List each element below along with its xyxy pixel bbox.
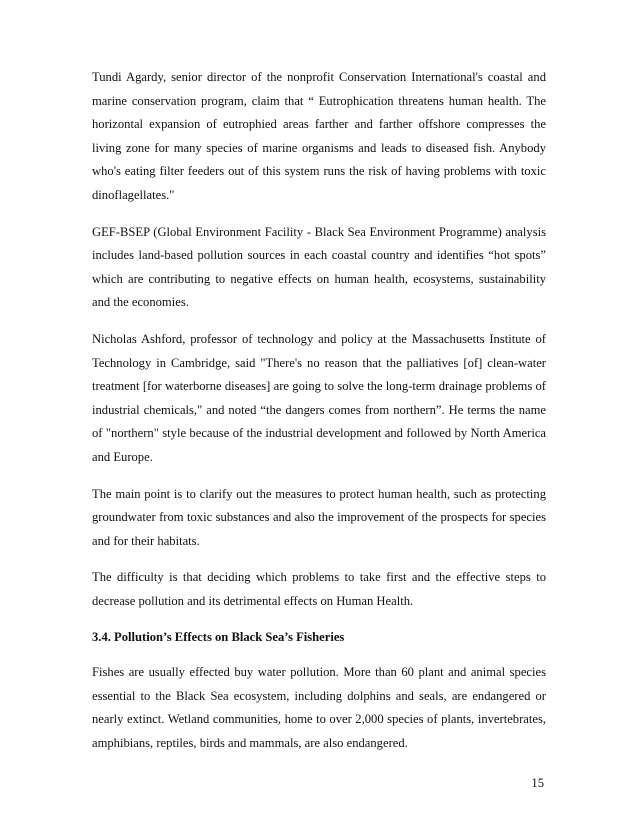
paragraph-ashford-quote: Nicholas Ashford, professor of technology and policy at the Massachusetts Institute of Technology in Cambridge, said "There's no reason that the palliatives [of] clean-water treatment [for waterborne diseases] are going to solve the long-term drainage problems of industrial chemicals," and noted “the dangers comes from northern”. He terms the name of "northern" style because of the industrial development and followed by North America and Europe. bbox=[92, 331, 546, 464]
section-heading: 3.4. Pollution’s Effects on Black Sea’s Fisheries bbox=[92, 630, 345, 645]
paragraph-agardy-quote: Tundi Agardy, senior director of the nonprofit Conservation International's coastal and marine conservation program, claim that “ Eutrophication threatens human health. The horizontal expansion of eutrophied areas farther and farther offshore compresses the living zone for many species of marine organisms and leads to diseased fish. Anybody who's eating filter feeders out of this system runs the risk of having problems with toxic dinoflagellates." bbox=[92, 70, 546, 202]
page-body bbox=[92, 66, 546, 768]
paragraph-fisheries: Fishes are usually effected buy water pollution. More than 60 plant and animal species essential to the Black Sea ecosystem, including dolphins and seals, are endangered or nearly extinct. Wetland communities, home to over 2,000 species of plants, invertebrates, amphibians, reptiles, birds and mammals, are also endangered. bbox=[92, 665, 546, 750]
paragraph-gef-bsep: GEF-BSEP (Global Environment Facility - Black Sea Environment Programme) analysis includes land-based pollution sources in each coastal country and identifies “hot spots” which are contributing to negative effects on human health, ecosystems, sustainability and the economies. bbox=[92, 224, 546, 310]
paragraph-main-point: The main point is to clarify out the measures to protect human health, such as protecting groundwater from toxic substances and also the improvement of the prospects for species and for their habitats. bbox=[92, 486, 546, 548]
paragraph-difficulty: The difficulty is that deciding which problems to take first and the effective steps to decrease pollution and its detrimental effects on Human Health. bbox=[92, 570, 546, 608]
page-number: 15 bbox=[531, 776, 544, 790]
